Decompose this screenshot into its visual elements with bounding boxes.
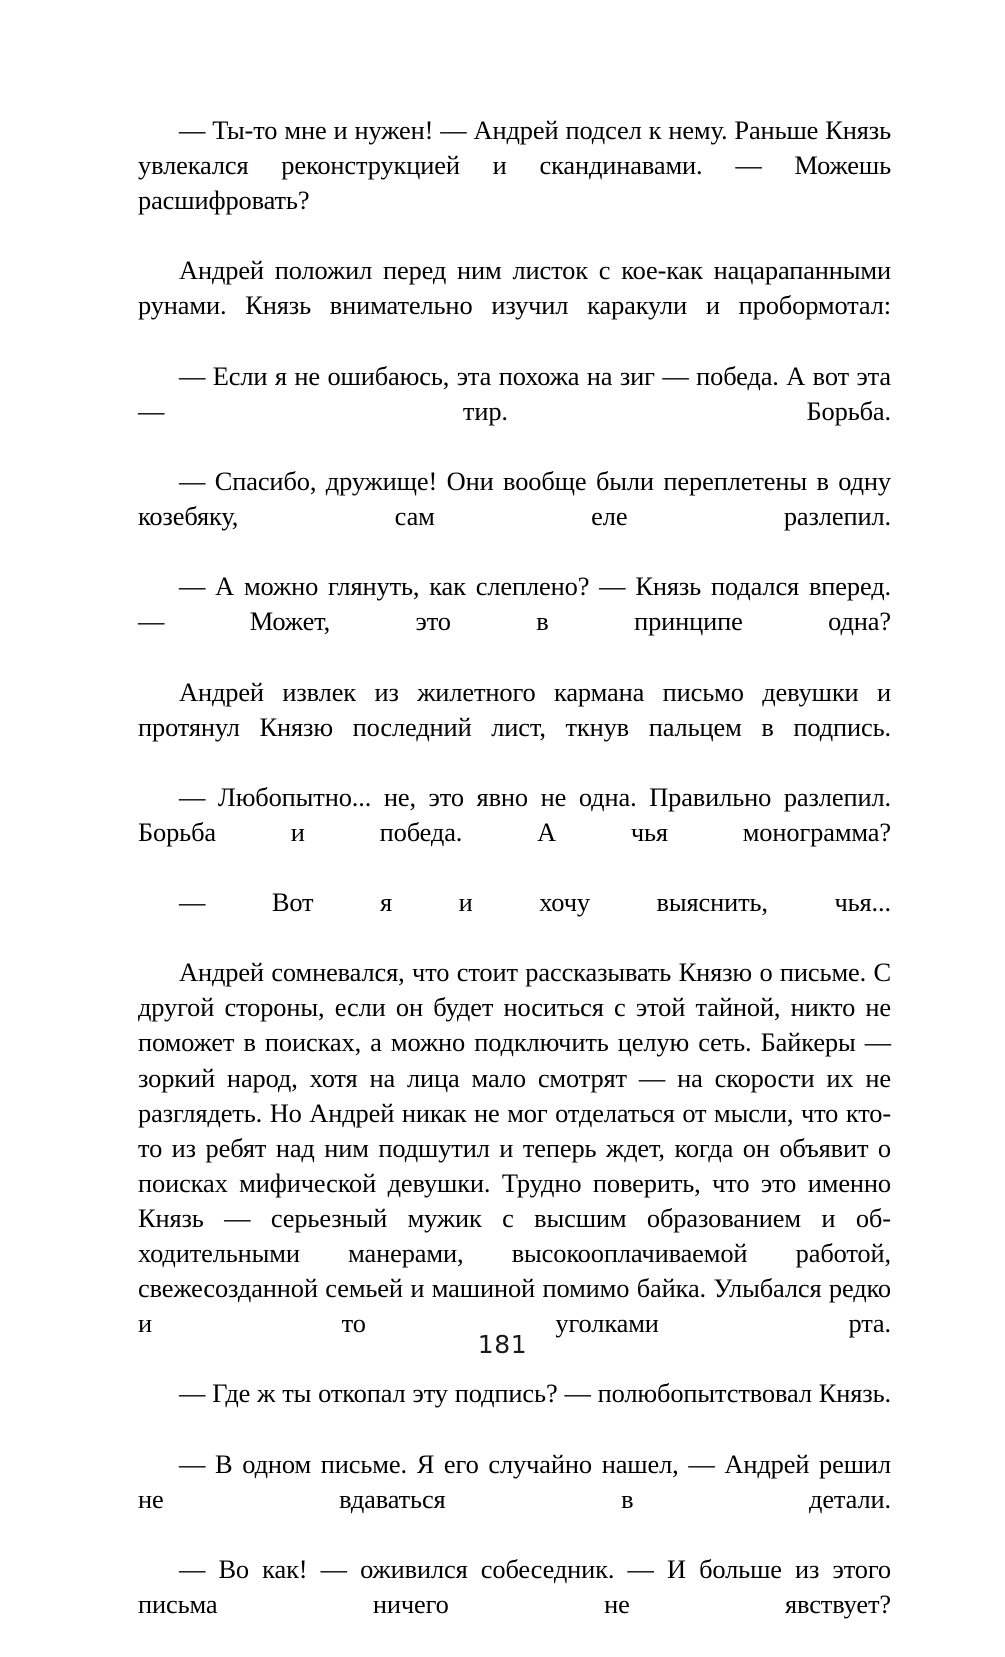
paragraph: — Где ж ты откопал эту подпись? — полюбопытствовал Князь.: [179, 1378, 891, 1409]
paragraph: Андрей извлек из жилетного кармана письмо девушки и протянул Князю последний лист, ткнув пальцем в подпись.: [138, 676, 891, 742]
paragraph: — Спасибо, дружище! Они вообще были переплетены в одну козебяку, сам еле разлепил.: [138, 465, 891, 532]
paragraph: — Вот я и хочу выяснить, чья...: [179, 887, 891, 918]
paragraph: — А можно глянуть, как слеплено? — Князь подался вперед. — Может, это в принципе одна?: [138, 571, 891, 637]
paragraph: — Во как! — оживился собеседник. — И больше из этого письма ничего не явствует?: [138, 1553, 891, 1619]
paragraph: — Ты-то мне и нужен! — Андрей подсел к нему. Раньше Князь увлекался реконструкцией и скандинавами. — Можешь расшифровать?: [138, 115, 891, 216]
paragraph: Андрей положил перед ним листок с кое-как нацарапанными рунами. Князь внимательно изучил каракули и пробормотал:: [138, 255, 891, 321]
paragraph: — В одном письме. Я его случайно нашел, — Андрей решил не вдаваться в детали.: [138, 1448, 891, 1514]
paragraph: Андрей сомневался, что стоит рассказывать Князю о письме. С другой стороны, если он будет носиться с этой тайной, никто не поможет в поисках, а можно подключить целую сеть. Байкеры — зоркий народ, хотя на лица мало смотрят — на скорости их не разглядеть. Но Андрей никак не мог отделаться от мысли, что кто-то из ребят над ним подшутил и теперь ждет, когда он объявит о поисках мифической девушки. Трудно поверить, что это именно Князь — серьезный мужик с высшим образованием и обходительными манерами, высокооплачиваемой работой, свежесозданной семьей и машиной помимо байка. Улыбался редко и то уголками рта.: [138, 957, 891, 1339]
paragraph: — Если я не ошибаюсь, эта похожа на зиг — победа. А вот эта — тир. Борьба.: [138, 360, 891, 426]
page-number: 181: [477, 1330, 528, 1359]
page-text-body: [138, 113, 891, 1657]
paragraph: — Любопытно... не, это явно не одна. Правильно разлепил. Борьба и победа. А чья монограмма?: [138, 781, 891, 847]
